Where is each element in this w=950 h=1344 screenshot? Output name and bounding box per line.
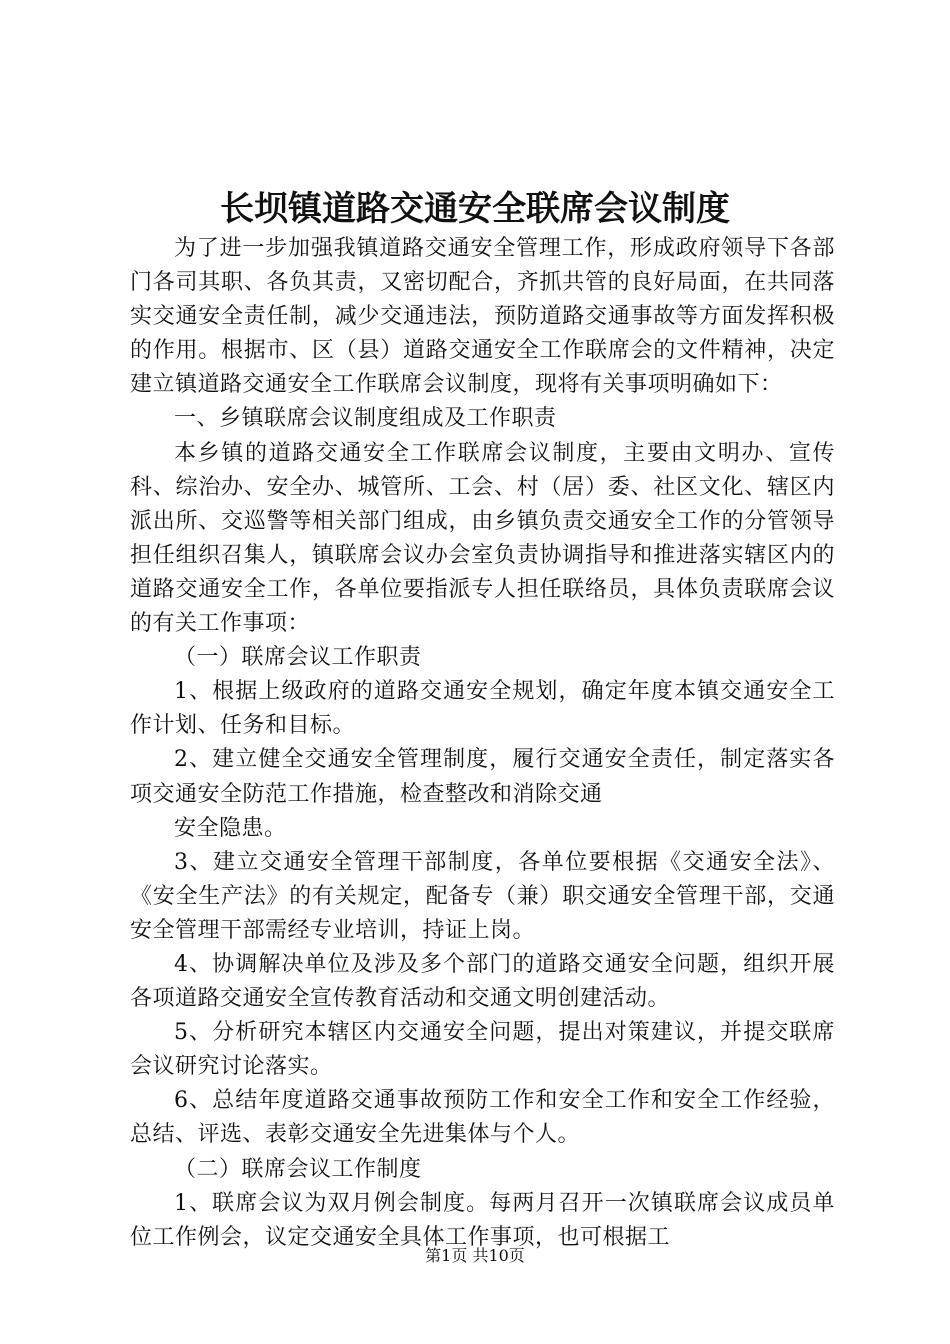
paragraph-composition: 本乡镇的道路交通安全工作联席会议制度，主要由文明办、宣传科、综治办、安全办、城管所、工会、村（居）委、社区文化、辖区内派出所、交巡警等相关部门组成，由乡镇负责交通安全工作的分管领导担任组织召集人，镇联席会议办会室负责协调指导和推进落实辖区内的道路交通安全工作，各单位要指派专人担任联络员，具体负责联席会议的有关工作事项： <box>130 440 835 637</box>
duty-item-3: 3、建立交通安全管理干部制度，各单位要根据《交通安全法》、《安全生产法》的有关规定，配备专（兼）职交通安全管理干部，交通安全管理干部需经专业培训，持证上岗。 <box>130 849 835 943</box>
subsection-heading-duties: （一）联席会议工作职责 <box>174 645 422 671</box>
duty-item-6: 6、总结年度道路交通事故预防工作和安全工作和安全工作经验，总结、评选、表彰交通安全先进集体与个人。 <box>130 1088 835 1148</box>
duty-item-1: 1、根据上级政府的道路交通安全规划，确定年度本镇交通安全工作计划、任务和目标。 <box>130 679 835 739</box>
document-body <box>130 232 835 1255</box>
system-item-1: 1、联席会议为双月例会制度。每两月召开一次镇联席会议成员单位工作例会，议定交通安全具体工作事项，也可根据工 <box>130 1190 835 1250</box>
document-title: 长坝镇道路交通安全联席会议制度 <box>220 189 730 229</box>
duty-item-5: 5、分析研究本辖区内交通安全问题，提出对策建议，并提交联席会议研究讨论落实。 <box>130 1020 835 1080</box>
duty-item-2: 2、建立健全交通安全管理制度，履行交通安全责任，制定落实各项交通安全防范工作措施，检查整改和消除交通 <box>130 747 835 807</box>
duty-item-2-continued: 安全隐患。 <box>174 815 287 841</box>
duty-item-4: 4、协调解决单位及涉及多个部门的道路交通安全问题，组织开展各项道路交通安全宣传教育活动和交通文明创建活动。 <box>130 951 835 1012</box>
section-heading-1: 一、乡镇联席会议制度组成及工作职责 <box>174 406 557 432</box>
subsection-heading-system: （二）联席会议工作制度 <box>174 1156 422 1182</box>
paragraph-intro: 为了进一步加强我镇道路交通安全管理工作，形成政府领导下各部门各司其职、各负其责，又密切配合，齐抓共管的良好局面，在共同落实交通安全责任制，减少交通违法，预防道路交通事故等方面发挥积极的作用。根据市、区（县）道路交通安全工作联席会的文件精神，决定建立镇道路交通安全工作联席会议制度，现将有关事项明确如下： <box>130 236 835 398</box>
page-number-footer: 第1页 共10页 <box>425 1246 525 1265</box>
